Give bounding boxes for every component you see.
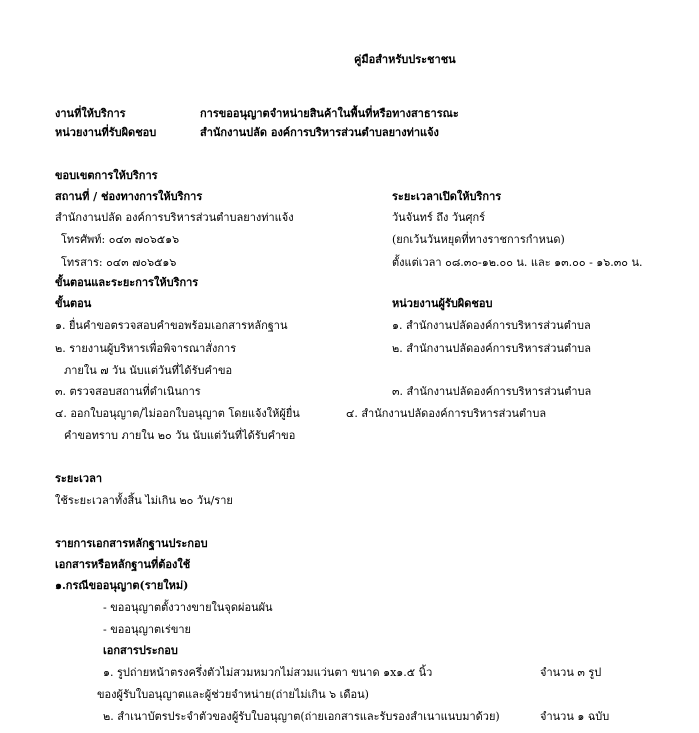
duration-text: ใช้ระยะเวลาทั้งสิ้น ไม่เกิน ๒๐ วัน/ราย: [55, 494, 233, 507]
case-1-item-1: - ขออนุญาตตั้งวางขายในจุดผ่อนผัน: [103, 601, 273, 614]
documents-subheading: เอกสารหรือหลักฐานที่ต้องใช้: [55, 558, 191, 571]
units-heading: หน่วยงานผู้รับผิดชอบ: [392, 297, 493, 310]
document-1: ๑. รูปถ่ายหน้าตรงครึ่งตัวไม่สวมหมวกไม่สวมแว่นตา ขนาด ๑x๑.๕ นิ้ว: [103, 666, 433, 679]
unit-3: ๓. สำนักงานปลัดองค์การบริหารส่วนตำบล: [392, 385, 592, 398]
step-2-continued: ภายใน ๗ วัน นับแต่วันที่ได้รับคำขอ: [64, 364, 233, 377]
step-4-continued: คำขอทราบ ภายใน ๒๐ วัน นับแต่วันที่ได้รับคำขอ: [64, 429, 296, 442]
service-unit-label: หน่วยงานที่รับผิดชอบ: [55, 126, 157, 139]
hours-time: ตั้งแต่เวลา ๐๘.๓๐-๑๒.๐๐ น. และ ๑๓.๐๐ - ๑๖.๓๐ น.: [392, 256, 643, 269]
step-4: ๔. ออกใบอนุญาต/ไม่ออกใบอนุญาต โดยแจ้งให้ผู้ยื่น: [55, 407, 300, 420]
step-1: ๑. ยื่นคำขอตรวจสอบคำขอพร้อมเอกสารหลักฐาน: [55, 319, 288, 332]
case-1-heading: ๑.กรณีขออนุญาต(รายใหม่): [55, 579, 189, 592]
document-2: ๒. สำเนาบัตรประจำตัวของผู้รับใบอนุญาต(ถ่ายเอกสารและรับรองสำเนาแนบมาด้วย): [103, 710, 500, 723]
document-2-quantity: จำนวน ๑ ฉบับ: [540, 710, 610, 723]
duration-heading: ระยะเวลา: [55, 472, 103, 485]
document-1-quantity: จำนวน ๓ รูป: [540, 666, 602, 679]
unit-2: ๒. สำนักงานปลัดองค์การบริหารส่วนตำบล: [392, 342, 592, 355]
location-heading: สถานที่ / ช่องทางการให้บริการ: [55, 190, 203, 203]
service-name-value: การขออนุญาตจำหน่ายสินค้าในพื้นที่หรือทางสาธารณะ: [200, 107, 459, 120]
location-name: สำนักงานปลัด องค์การบริหารส่วนตำบลยางท่าแจ้ง: [55, 211, 294, 224]
document-1-continued: ของผู้รับใบอนุญาตและผู้ช่วยจำหน่าย(ถ่ายไม่เกิน ๖ เดือน): [97, 688, 369, 701]
hours-exception: (ยกเว้นวันหยุดที่ทางราชการกำหนด): [392, 233, 565, 246]
step-3: ๓. ตรวจสอบสถานที่ดำเนินการ: [55, 385, 201, 398]
documents-heading: รายการเอกสารหลักฐานประกอบ: [55, 537, 208, 550]
hours-heading: ระยะเวลาเปิดให้บริการ: [392, 190, 502, 203]
unit-1: ๑. สำนักงานปลัดองค์การบริหารส่วนตำบล: [392, 319, 591, 332]
steps-heading: ขั้นตอน: [55, 297, 92, 310]
unit-4: ๔. สำนักงานปลัดองค์การบริหารส่วนตำบล: [346, 407, 547, 420]
service-unit-value: สำนักงานปลัด องค์การบริหารส่วนตำบลยางท่าแจ้ง: [200, 126, 439, 139]
step-2: ๒. รายงานผู้บริหารเพื่อพิจารณาสั่งการ: [55, 342, 237, 355]
page-title: คู่มือสำหรับประชาชน: [354, 53, 456, 66]
service-name-label: งานที่ให้บริการ: [55, 107, 126, 120]
process-heading: ขั้นตอนและระยะการให้บริการ: [55, 276, 199, 289]
fax-number: โทรสาร: ๐๔๓ ๗๐๖๕๑๖: [61, 256, 177, 269]
attachments-heading: เอกสารประกอบ: [103, 644, 178, 657]
case-1-item-2: - ขออนุญาตเร่ขาย: [103, 623, 191, 636]
hours-days: วันจันทร์ ถึง วันศุกร์: [392, 211, 486, 224]
scope-heading: ขอบเขตการให้บริการ: [55, 169, 158, 182]
phone-number: โทรศัพท์: ๐๔๓ ๗๐๖๕๑๖: [61, 233, 180, 246]
